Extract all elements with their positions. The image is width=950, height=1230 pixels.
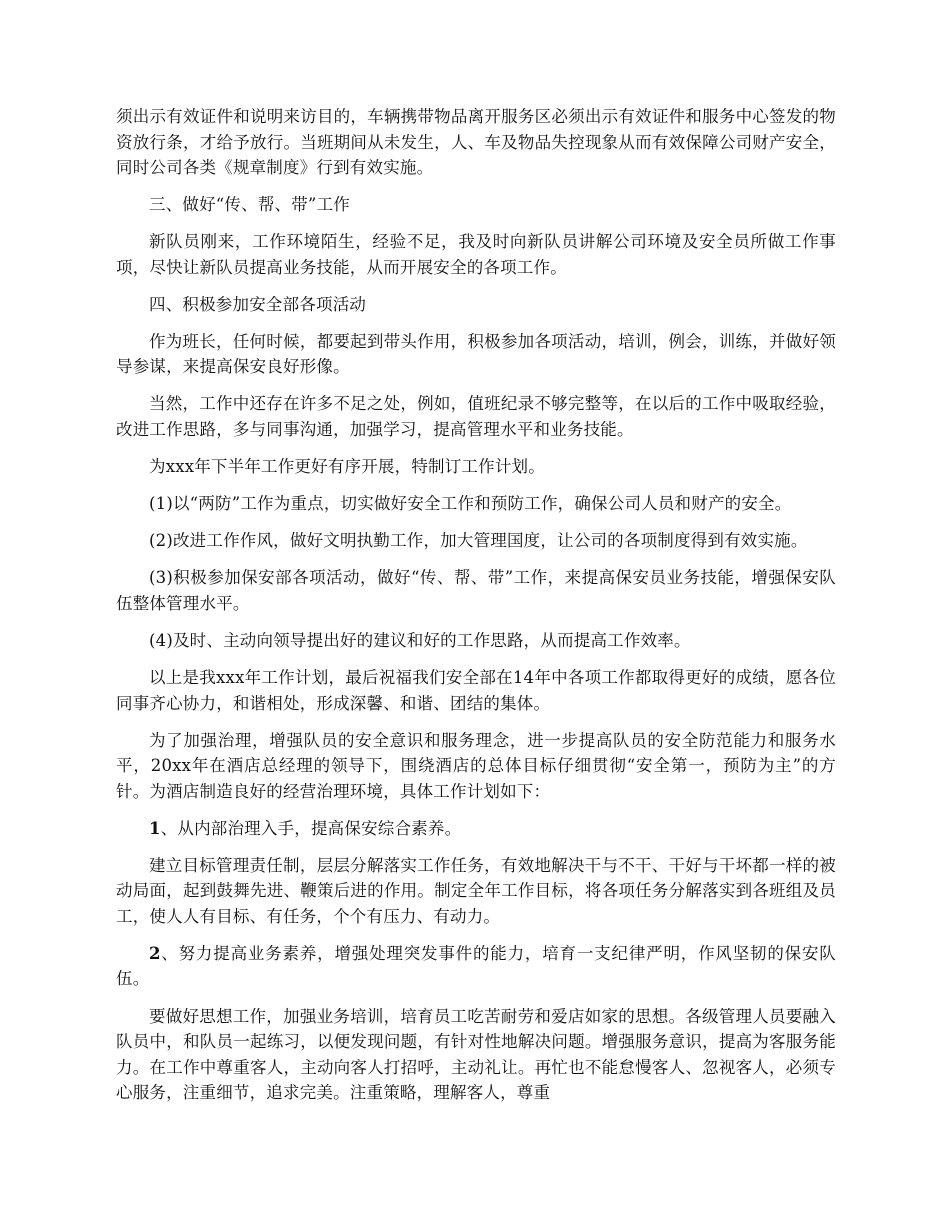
paragraph-2: 新队员刚来，工作环境陌生，经验不足，我及时向新队员讲解公司环境及安全员所做工作事项，尽快让新队员提高业务技能，从而开展安全的各项工作。	[116, 232, 836, 277]
paragraph-3: 作为班长，任何时候，都要起到带头作用，积极参加各项活动，培训，例会，训练，并做好领导参谋，来提高保安良好形像。	[116, 331, 836, 377]
plan-item-2: (2)改进工作作风，做好文明执勤工作，加大管理国度，让公司的各项制度得到有效实施。	[149, 531, 808, 551]
plan-item-3: (3)积极参加保安部各项活动，做好“传、帮、带”工作，来提高保安员业务技能，增强保安队伍整体管理水平。	[116, 568, 836, 613]
paragraph-9: 要做好思想工作，加强业务培训，培育员工吃苦耐劳和爱店如家的思想。各级管理人员要融入队员中，和队员一起练习，以便发现问题，有针对性地解决问题。增强服务意识，提高为客服务能力。在工作中尊重客人，主动向客人打招呼，主动礼让。再忙也不能怠慢客人、忽视客人，必须专心服务，注重细节，追求完美。注重策略，理解客人，尊重	[116, 1006, 836, 1102]
document-body	[116, 104, 836, 1117]
heading-number: 2	[149, 943, 161, 963]
paragraph-8: 建立目标管理责任制，层层分解落实工作任务，有效地解决干与不干、干好与干坏都一样的被动局面，起到鼓舞先进、鞭策后进的作用。制定全年工作目标，将各项任务分解落实到各班组及员工，使人人有目标、有任务，个个有压力、有动力。	[116, 855, 836, 926]
numbered-heading-2	[116, 941, 836, 992]
paragraph-7: 为了加强治理，增强队员的安全意识和服务理念，进一步提高队员的安全防范能力和服务水平，20xx年在酒店总经理的领导下，围绕酒店的总体目标仔细贯彻“安全第一，预防为主”的方针。为酒店制造良好的经营治理环境，具体工作计划如下：	[116, 730, 836, 801]
heading-text: 、努力提高业务素养，增强处理突发事件的能力，培育一支纪律严明，作风坚韧的保安队伍。	[116, 943, 836, 989]
heading-number: 1	[149, 818, 161, 838]
heading-text: 、从内部治理入手，提高保安综合素养。	[160, 818, 462, 838]
paragraph-5: 为xxx年下半年工作更好有序开展，特制订工作计划。	[149, 457, 545, 477]
section-heading-3: 三、做好“传、帮、带”工作	[149, 195, 350, 215]
plan-item-1: (1)以“两防”工作为重点，切实做好安全工作和预防工作，确保公司人员和财产的安全。	[149, 494, 792, 514]
paragraph-4: 当然，工作中还存在许多不足之处，例如，值班纪录不够完整等，在以后的工作中吸取经验，改进工作思路，多与同事沟通，加强学习，提高管理水平和业务技能。	[116, 394, 836, 439]
numbered-heading-1	[116, 816, 836, 842]
paragraph-1: 须出示有效证件和说明来访目的，车辆携带物品离开服务区必须出示有效证件和服务中心签发的物资放行条，才给予放行。当班期间从未发生，人、车及物品失控现象从而有效保障公司财产安全，同时公司各类《规章制度》行到有效实施。	[116, 107, 836, 177]
section-heading-4: 四、积极参加安全部各项活动	[149, 294, 367, 314]
plan-item-4: (4)及时、主动向领导提出好的建议和好的工作思路，从而提高工作效率。	[149, 630, 691, 650]
paragraph-6: 以上是我xxx年工作计划，最后祝福我们安全部在14年中各项工作都取得更好的成绩，愿各位同事齐心协力，和谐相处，形成深馨、和谐、团结的集体。	[116, 668, 836, 713]
